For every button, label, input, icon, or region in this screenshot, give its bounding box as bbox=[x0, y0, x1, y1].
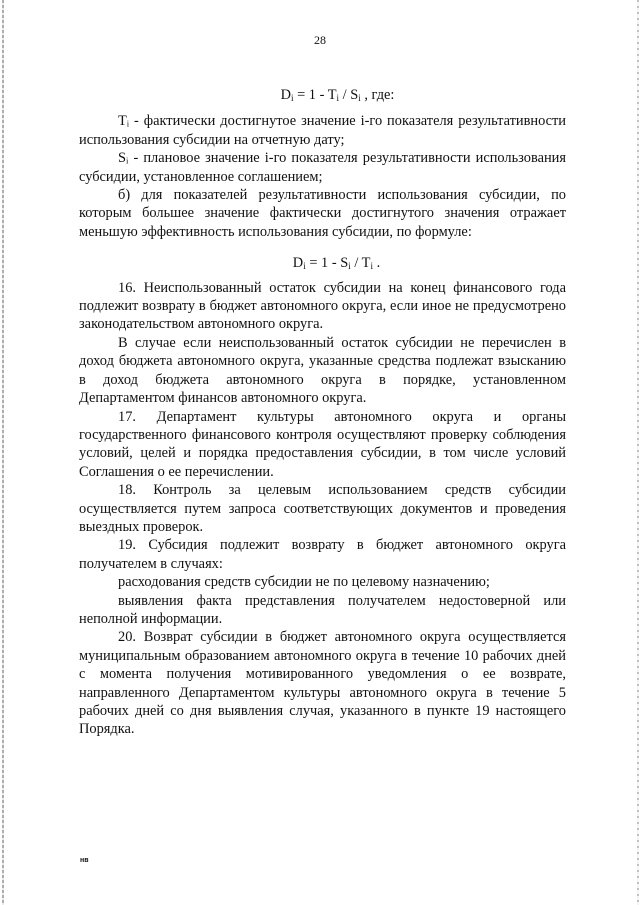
list-item: расходования средств субсидии не по целевому назначению; bbox=[118, 574, 490, 591]
formula-di-2 bbox=[79, 254, 566, 275]
formula-text: . bbox=[372, 255, 381, 272]
paragraph: б) для показателей результативности использования субсидии, по которым большее значение фактически достигнутого значения отражает меньшую эффективность использования субсидии, по формуле: bbox=[79, 187, 566, 240]
formula-text: = 1 - T bbox=[293, 87, 337, 103]
formula-di-1 bbox=[79, 86, 566, 107]
formula-subscript: i bbox=[303, 261, 306, 272]
footer-initials: нв bbox=[80, 857, 89, 864]
list-item: выявления факта представления получателем недостоверной или неполной информации. bbox=[79, 592, 566, 627]
paragraph: Sᵢ - плановое значение i-го показателя результативности использования субсидии, установленное соглашением; bbox=[79, 150, 566, 185]
formula-subscript: i bbox=[370, 261, 373, 272]
formula-subscript: i bbox=[358, 93, 361, 103]
scan-edge-right bbox=[637, 0, 639, 905]
paragraph-17: 17. Департамент культуры автономного округа и органы государственного финансового контроля осуществляют проверку соблюдения условий, целей и порядка предоставления субсидии, в том числе условий Соглашения о ее перечислении. bbox=[79, 408, 566, 480]
paragraph: Tᵢ - фактически достигнутое значение i-го показателя результативности использования субсидии на отчетную дату; bbox=[79, 113, 566, 148]
paragraph: В случае если неиспользованный остаток субсидии не перечислен в доход бюджета автономного округа, указанные средства подлежат взысканию в доход бюджета автономного округа в порядке, установленном Департаментом финансов автономного округа. bbox=[79, 334, 566, 407]
paragraph-19: 19. Субсидия подлежит возврату в бюджет автономного округа получателем в случаях: bbox=[79, 537, 566, 572]
paragraph-16: 16. Неиспользованный остаток субсидии на конец финансового года подлежит возврату в бюджет автономного округа, если иное не предусмотрено законодательством автономного округа. bbox=[79, 279, 566, 333]
formula-text: D bbox=[280, 87, 291, 103]
document-body bbox=[79, 86, 566, 739]
paragraph-18: 18. Контроль за целевым использованием средств субсидии осуществляется путем запроса соответствующих документов и проведения выездных проверок. bbox=[79, 482, 566, 535]
scan-edge-left bbox=[2, 0, 4, 905]
formula-subscript: i bbox=[348, 261, 351, 272]
formula-subscript: i bbox=[290, 93, 294, 103]
formula-text: = 1 - S bbox=[305, 255, 349, 272]
formula-subscript: i bbox=[336, 93, 340, 103]
paragraph-20: 20. Возврат субсидии в бюджет автономного округа осуществляется муниципальным образованием автономного округа в течение 10 рабочих дней с момента получения мотивированного уведомления о ее возврате, направленного Департаментом культуры автономного округа в течение 5 рабочих дней со дня выявления случая, указанного в пункте 19 настоящего Порядка. bbox=[79, 629, 566, 738]
formula-text: D bbox=[292, 255, 304, 272]
page-number: 28 bbox=[314, 33, 326, 47]
formula-text: / S bbox=[339, 87, 359, 103]
formula-text: , где: bbox=[360, 87, 395, 103]
formula-text: / T bbox=[350, 255, 371, 272]
